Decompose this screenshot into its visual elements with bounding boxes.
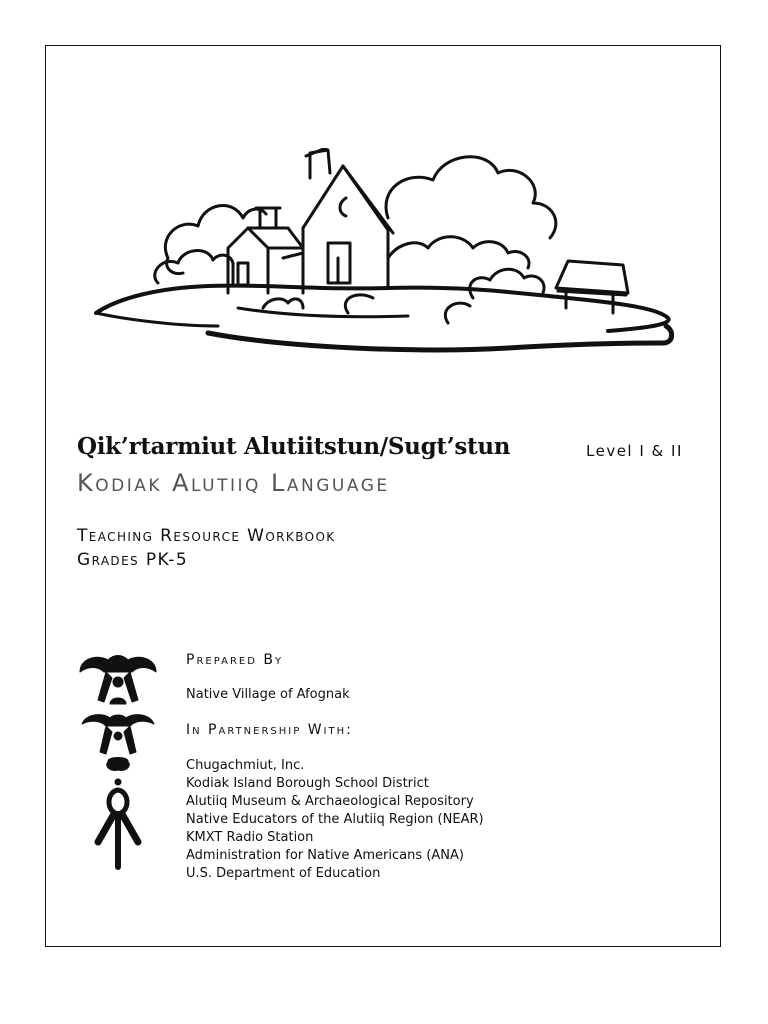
partner-list xyxy=(186,757,484,883)
workbook-grades: Grades PK-5 xyxy=(77,550,189,570)
partner-item: Kodiak Island Borough School District xyxy=(186,776,429,791)
workbook-info xyxy=(77,524,336,572)
credits-section xyxy=(186,652,484,883)
partner-item: Alutiiq Museum & Archaeological Repository xyxy=(186,794,474,809)
prepared-by-heading: Prepared By xyxy=(186,652,284,668)
page-subtitle: Kodiak Alutiiq Language xyxy=(77,469,390,497)
village-illustration xyxy=(88,148,674,358)
partner-item: KMXT Radio Station xyxy=(186,830,314,845)
workbook-title: Teaching Resource Workbook xyxy=(77,526,336,546)
partner-item: Native Educators of the Alutiiq Region (NEAR) xyxy=(186,812,484,827)
partnership-heading: In Partnership With: xyxy=(186,722,353,738)
partner-item: Administration for Native Americans (ANA) xyxy=(186,848,464,863)
partner-item: Chugachmiut, Inc. xyxy=(186,758,305,773)
level-label: Level I & II xyxy=(586,442,683,460)
partner-item: U.S. Department of Education xyxy=(186,866,381,881)
prepared-by-organization: Native Village of Afognak xyxy=(186,687,350,702)
petroglyph-emblem xyxy=(76,652,160,870)
page-title: Qik’rtarmiut Alutiitstun/Sugt’stun xyxy=(77,433,511,460)
